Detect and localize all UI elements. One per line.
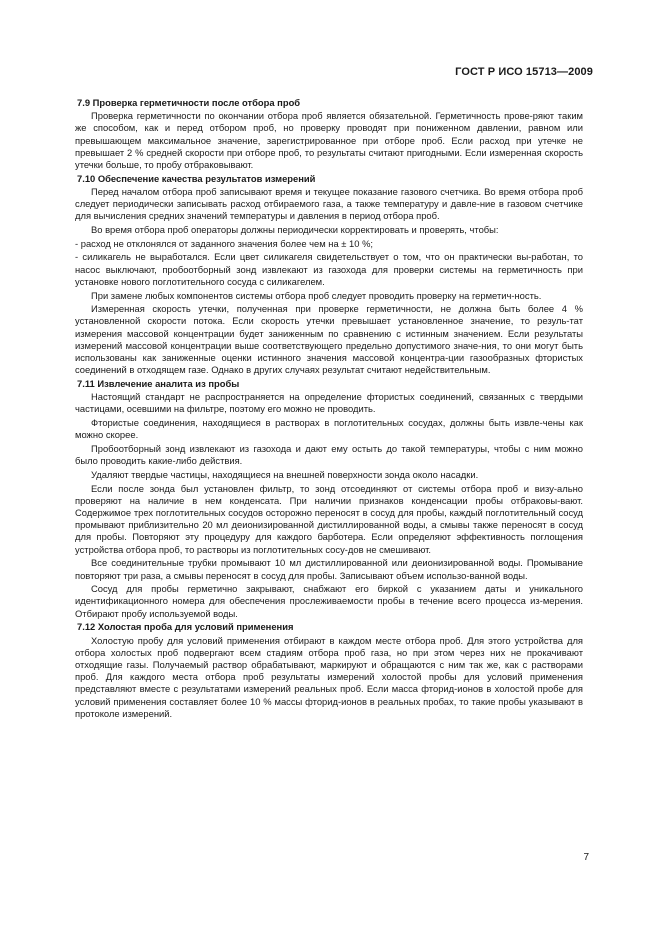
paragraph: Фтористые соединения, находящиеся в растворах в поглотительных сосудах, должны быть извле-чены как можно скорее. [75, 417, 583, 441]
section-title: 7.11 Извлечение аналита из пробы [77, 377, 240, 389]
paragraph: Все соединительные трубки промывают 10 мл дистиллированной или деионизированной воды. Промывание повторяют три раза, а смывы переносят в сосуд для пробы. Записывают объем использо-ванной воды. [75, 557, 583, 581]
section [75, 378, 583, 620]
section [75, 621, 583, 720]
list-item: - силикагель не выработался. Если цвет силикагеля свидетельствует о том, что он практически вы-работан, то насос выключают, пробоотборный зонд извлекают из газохода для проверки системы на герметичность при установке нового поглотительного сосуда с силикагелем. [75, 251, 583, 287]
paragraph: Сосуд для пробы герметично закрывают, снабжают его биркой с указанием даты и уникального идентификационного номера для обеспечения прослеживаемости пробы в течение всего процесса из-мерения. Отбирают пробу используемой воды. [75, 583, 583, 619]
paragraph: Перед началом отбора проб записывают время и текущее показание газового счетчика. Во время отбора проб следует периодически записывать расход отбираемого газа, а также температуру и давле-ние в газовом счетчике для вычисления средних значений температуры и давления в период отбора проб. [75, 185, 583, 222]
paragraph: Если после зонда был установлен фильтр, то зонд отсоединяют от системы отбора проб и визу-ально проверяют на наличие в нем конденсата. При наличии признаков конденсации пробы отбраковы-вают. Содержимое трех поглотительных сосудов осторожно переносят в сосуд для пробы, каждый поглотительный сосуд промывают приблизительно 20 мл деионизированной дистиллированной воды, а смывы также переносят в сосуд для пробы. Повторяют эту процедуру для каждого барботера. Если определяют эффективность поглощения устройства отбора проб, то растворы из поглотительных сосу-дов не смешивают. [75, 482, 583, 555]
paragraph: Проверка герметичности по окончании отбора проб является обязательной. Герметичность прове-ряют таким же способом, как и перед отбором проб, но проверку проводят при пониженном давлении, равном или превышающем максимальное значение, зарегистрированное при отборе проб. Если расход при утечке не превышает 2 % средней скорости при отборе проб, то результаты считают пригодными. Если измеренная скорость утечки больше, то пробу отбраковывают. [75, 110, 583, 171]
list-item: - расход не отклонялся от заданного значения более чем на ± 10 %; [75, 237, 374, 249]
section [75, 97, 583, 171]
paragraph: Удаляют твердые частицы, находящиеся на внешней поверхности зонда около насадки. [91, 468, 479, 480]
paragraph: Холостую пробу для условий применения отбирают в каждом месте отбора проб. Для этого устройства для отбора холостых проб подвергают всем стадиям отбора проб газа, но при этом через них не прокачивают отходящие газы. Получаемый раствор обрабатывают, маркируют и обращаются с ним так же, как с растворами проб. Для каждого места отбора проб результаты измерений холостой пробы для условий применения представляют вместе с результатами измерений реальных проб. Если масса фторид-ионов в холостой пробе для условий применения составляет более 10 % массы фторид-ионов в реальных пробах, то такие пробы указывают в протоколе измерений. [75, 634, 583, 719]
paragraph: Во время отбора проб операторы должны периодически корректировать и проверять, чтобы: [91, 224, 499, 236]
paragraph: Пробоотборный зонд извлекают из газохода и дают ему остыть до такой температуры, чтобы с ним можно было проводить какие-либо действия. [75, 442, 583, 467]
page-number: 7 [583, 852, 589, 863]
paragraph: Настоящий стандарт не распространяется на определение фтористых соединений, связанных с твердыми частицами, осевшими на фильтре, поэтому его можно не проводить. [75, 391, 583, 415]
document-header: ГОСТ Р ИСО 15713—2009 [455, 66, 593, 78]
paragraph: Измеренная скорость утечки, полученная при проверке герметичности, не должна быть более 4 % установленной скорости потока. Если скорость утечки превышает установленное значение, то резуль-тат измерения массовой концентрации будет заниженным по сравнению с истинным значением. Если результаты измерений массовой концентрации выше соответствующего предельно допустимого значе-ния, то они могут быть использованы как заниженные оценки истинного значения массовой концентра-ции газообразных фтористых соединений в отходящем газе. Однако в других случаях результат считают недействительным. [75, 303, 583, 376]
section [75, 173, 583, 377]
document-body [75, 97, 583, 721]
section-title: 7.9 Проверка герметичности после отбора проб [77, 97, 301, 108]
section-title: 7.12 Холостая проба для условий применения [77, 621, 294, 633]
section-title: 7.10 Обеспечение качества результатов измерений [77, 172, 316, 184]
paragraph: При замене любых компонентов системы отбора проб следует проводить проверку на герметич-ность. [91, 289, 542, 301]
